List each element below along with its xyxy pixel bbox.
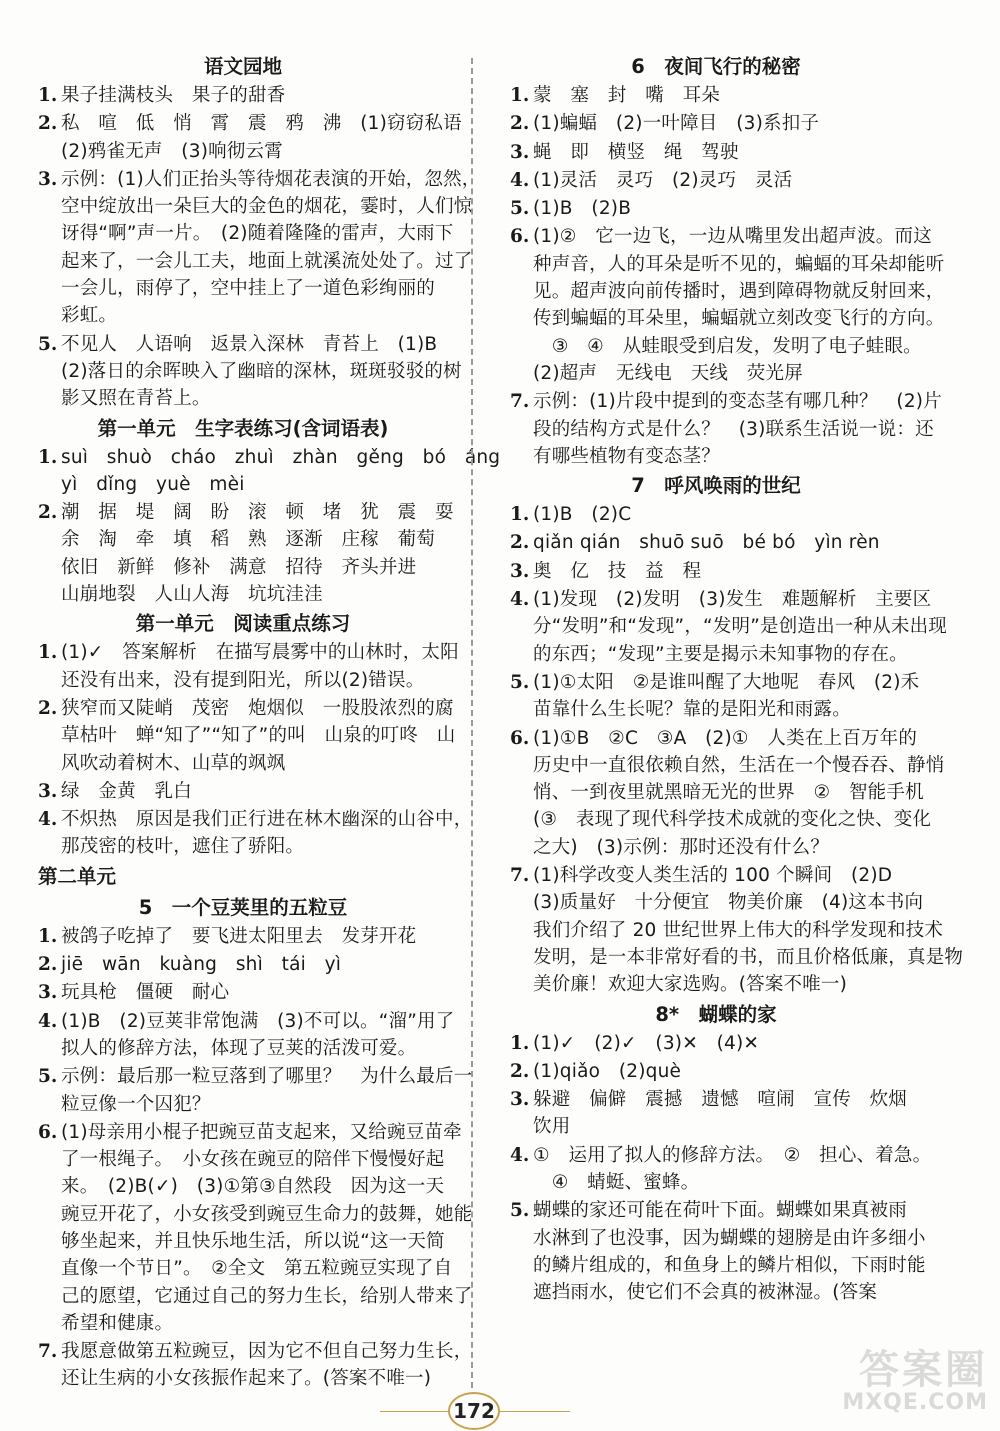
answer-line: 拟人的修辞方法，体现了豆荚的活泼可爱。 <box>61 1037 417 1059</box>
answer-line: 发明，是一本非常好看的书，而且价格低廉，真是物 <box>533 946 964 968</box>
item-number: 5. <box>510 198 530 220</box>
answer-item <box>510 586 948 668</box>
answer-line: (1)qiǎo (2)què <box>533 1060 682 1082</box>
item-number: 2. <box>510 532 530 554</box>
item-number: 3. <box>38 780 58 802</box>
answer-line: 不炽热 原因是我们正行进在林木幽深的山谷中， <box>61 809 473 831</box>
answer-line: 饮用 <box>533 1116 571 1138</box>
answer-item <box>38 778 448 805</box>
answer-line: 我们介绍了 20 世纪世界上伟大的科学发现和技术 <box>533 919 944 941</box>
answer-line: 依旧 新鲜 修补 满意 招待 齐头并进 <box>61 556 417 578</box>
item-number: 2. <box>38 697 58 719</box>
section-title: 第一单元 阅读重点练习 <box>135 612 351 636</box>
item-number: 1. <box>510 85 530 106</box>
answer-line: 还让生病的小女孩振作起来了。(答案不唯一) <box>61 1368 432 1390</box>
answer-line: (3)质量好 十分便宜 物美价廉 (4)这本书向 <box>533 892 924 914</box>
answer-line: 希望和健康。 <box>61 1312 174 1334</box>
watermark-text: 答案圈 <box>859 1347 988 1393</box>
answer-item <box>510 82 922 109</box>
answer-line: 狭窄而又陡峭 茂密 炮烟似 一股股浓烈的腐 <box>61 697 454 719</box>
item-number: 4. <box>38 809 58 831</box>
answer-line: (2)落日的余晖映入了幽暗的深林，斑斑驳驳的树 <box>61 360 462 382</box>
answer-line: 被鸽子吃掉了 要飞进太阳里去 发芽开花 <box>61 925 417 947</box>
answer-item <box>510 669 922 724</box>
answer-line: (1)蝙蝠 (2)一叶障目 (3)系扣子 <box>533 113 820 135</box>
item-number: 2. <box>38 113 58 135</box>
unit-heading: 第二单元 <box>38 864 117 888</box>
answer-item <box>38 1119 473 1337</box>
answer-line: qiǎn qián shuō suō bé bó yìn rèn <box>533 532 880 554</box>
item-number: 4. <box>38 1010 58 1032</box>
answer-list <box>38 82 481 413</box>
answer-item <box>510 139 922 166</box>
item-number: 1. <box>38 642 58 664</box>
answer-line: 空中绽放出一朵巨大的金色的烟花，霎时，人们惊 <box>61 196 473 218</box>
item-number: 4. <box>510 169 530 191</box>
item-number: 7. <box>510 391 530 413</box>
answer-line: 讶得“啊”声一片。 (2)随着隆隆的雷声，大雨下 <box>61 223 454 245</box>
answer-list <box>510 1030 932 1307</box>
answer-line: 了一根绳子。 小女孩在豌豆的陪伴下慢慢好起 <box>61 1149 445 1171</box>
answer-item <box>510 167 922 194</box>
answer-item <box>38 499 454 608</box>
answer-line: 示例：(1)片段中提到的变态茎有哪几种？ (2)片 <box>533 391 942 413</box>
answer-line: (2)鸦雀无声 (3)响彻云霄 <box>61 140 283 162</box>
item-number: 3. <box>510 141 530 163</box>
answer-line: (③ 表现了现代科学技术成就的变化之快、变化 <box>533 809 932 831</box>
answer-line: 影又照在青苔上。 <box>61 388 211 410</box>
answer-line: 起来了，一会儿工夫，地面上就溪流处处了。过了 <box>61 250 473 272</box>
item-number: 5. <box>38 1066 58 1088</box>
answer-list <box>510 501 964 998</box>
answer-line: 奥 亿 技 益 程 <box>533 560 702 582</box>
answer-line: 蝇 即 横竖 绳 驾驶 <box>533 141 739 163</box>
section-title: 7 呼风唤雨的世纪 <box>631 474 801 498</box>
answer-item <box>510 725 945 861</box>
footer-rule-left <box>380 1411 450 1412</box>
answer-item <box>38 806 473 861</box>
answer-line: (1)② 它一边飞，一边从嘴里发出超声波。而这 <box>533 226 932 248</box>
item-number: 7. <box>510 865 530 887</box>
answer-line: 来。 (2)B(✓) (3)①第③自然段 因为这一天 <box>61 1176 445 1198</box>
answer-item <box>510 1030 922 1057</box>
answer-line: 绿 金黄 乳白 <box>61 780 192 802</box>
section-title: 8* 蝴蝶的家 <box>655 1002 777 1026</box>
answer-line: 玩具枪 僵硬 耐心 <box>61 982 230 1004</box>
answer-list <box>38 639 473 860</box>
item-number: 5. <box>510 1200 530 1222</box>
answer-line: 豌豆开花了，小女孩受到豌豆生命力的鼓舞，她能 <box>61 1203 473 1225</box>
answer-line: 彩虹。 <box>61 305 118 327</box>
answer-list <box>38 923 473 1393</box>
section-title: 语文园地 <box>203 55 282 78</box>
section-title: 6 夜间飞行的秘密 <box>631 55 801 78</box>
section-title: 5 一个豆荚里的五粒豆 <box>138 895 348 919</box>
answer-line: 历史中一直很依赖自然，生活在一个慢吞吞、静悄 <box>533 754 945 776</box>
answer-line: 有哪些植物有变态茎？ <box>533 445 721 467</box>
answer-item <box>510 558 922 585</box>
item-number: 4. <box>510 1144 530 1166</box>
answer-item <box>510 862 964 998</box>
answer-line: 种声音，人的耳朵是听不见的，蝙蝠的耳朵却能听 <box>533 253 945 275</box>
answer-line: 分“发明”和“发现”，“发明”是创造出一种从未出现 <box>533 616 948 638</box>
answer-line: 那茂密的枝叶，遮住了骄阳。 <box>61 836 305 858</box>
answer-line: 一会儿，雨停了，空中挂上了一道色彩绚丽的 <box>61 278 436 300</box>
answer-line: 我愿意做第五粒豌豆，因为它不但自己努力生长， <box>61 1341 473 1363</box>
answer-line: 见。超声波向前传播时，遇到障碍物就反射回来， <box>533 281 945 303</box>
answer-item <box>38 1063 473 1118</box>
answer-line: (1)✓ (2)✓ (3)✕ (4)✕ <box>533 1032 760 1054</box>
column-divider <box>471 58 473 1388</box>
answer-item <box>510 223 945 387</box>
answer-line: 果子挂满枝头 果子的甜香 <box>61 85 286 106</box>
item-number: 6. <box>510 226 530 248</box>
answer-line: 躲避 偏僻 震撼 遗憾 喧闹 宣传 炊烟 <box>533 1089 908 1111</box>
answer-line: 风吹动着树木、山草的飒飒 <box>61 752 286 774</box>
answer-line: (1)B (2)豆荚非常饱满 (3)不可以。“溜”用了 <box>61 1010 455 1032</box>
watermark-domain: MXQE.COM <box>842 1390 988 1415</box>
answer-item <box>510 1197 926 1306</box>
answer-item <box>510 195 922 222</box>
answer-line: ③ ④ 从蛙眼受到启发，发明了电子蛙眼。 <box>533 335 922 357</box>
answer-line: (1)母亲用小棍子把豌豆苗支起来，又给豌豆苗牵 <box>61 1121 462 1143</box>
answer-item <box>510 388 942 470</box>
answer-line: jiē wān kuàng shì tái yì <box>61 954 342 976</box>
answer-line: 的鳞片组成的，和鱼身上的鳞片相似，下雨时能 <box>533 1254 926 1276</box>
answer-line: 美价廉！欢迎大家选购。(答案不唯一) <box>533 974 848 996</box>
answer-line: 够坐起来，并且快乐地生活，所以说“这一天简 <box>61 1230 445 1252</box>
answer-item <box>510 1142 932 1197</box>
answer-line: ① 运用了拟人的修辞方法。 ② 担心、着急。 <box>533 1144 932 1166</box>
answer-line: 山崩地裂 人山人海 坑坑洼洼 <box>61 584 323 606</box>
answer-line: (1)科学改变人类生活的 100 个瞬间 (2)D <box>533 865 893 887</box>
answer-line: 悄、一到夜里就黑暗无光的世界 ② 智能手机 <box>533 782 924 804</box>
answer-line: (1)灵活 灵巧 (2)灵巧 灵活 <box>533 169 793 191</box>
section-title: 第一单元 生字表练习(含词语表) <box>97 416 389 440</box>
answer-item <box>38 979 448 1006</box>
item-number: 1. <box>38 85 58 106</box>
item-number: 5. <box>510 671 530 693</box>
answer-line: 不见人 人语响 返景入深林 青苔上 (1)B <box>61 333 438 355</box>
answer-item <box>38 1008 455 1063</box>
answer-line: (1)发现 (2)发明 (3)发生 难题解析 主要区 <box>533 589 932 611</box>
item-number: 1. <box>510 504 530 526</box>
answer-line: (1)B (2)C <box>533 504 632 526</box>
answer-item <box>38 166 481 330</box>
answer-item <box>510 529 922 556</box>
answer-item <box>38 695 456 777</box>
answer-line: 余 淘 牵 填 稻 熟 逐渐 庄稼 葡萄 <box>61 529 436 551</box>
page-number: 172 <box>448 1392 500 1430</box>
answer-item <box>510 1058 922 1085</box>
answer-item <box>38 331 462 413</box>
item-number: 3. <box>38 168 58 190</box>
answer-list <box>510 82 945 470</box>
answer-item <box>38 639 459 694</box>
item-number: 6. <box>510 727 530 749</box>
answer-line: suì shuò cháo zhuì zhàn gěng bó áng <box>61 446 501 468</box>
watermark <box>818 1347 988 1422</box>
answer-line: 之大) (3)示例：那时还没有什么？ <box>533 836 830 858</box>
item-number: 4. <box>510 589 530 611</box>
answer-item <box>510 110 922 137</box>
answer-item <box>510 1086 922 1141</box>
item-number: 2. <box>38 502 58 524</box>
left-column <box>38 52 501 1394</box>
item-number: 2. <box>510 1060 530 1082</box>
answer-line: 私 喧 低 悄 霄 震 鸦 沸 (1)窃窃私语 <box>61 113 462 135</box>
item-number: 1. <box>38 446 58 468</box>
answer-line: (1)B (2)B <box>533 198 632 220</box>
item-number: 3. <box>510 560 530 582</box>
answer-line: 潮 据 堤 阔 盼 滚 顿 堵 犹 震 耍 <box>61 502 454 524</box>
item-number: 2. <box>38 954 58 976</box>
answer-item <box>38 1338 473 1393</box>
answer-item <box>38 110 462 165</box>
answer-line: 示例：(1)人们正抬头等待烟花表演的开始，忽然， <box>61 168 481 190</box>
answer-list <box>38 444 501 609</box>
answer-line: 草枯叶 蝉“知了”“知了”的叫 山泉的叮咚 山 <box>61 725 456 747</box>
answer-item <box>38 923 448 950</box>
answer-line: 遮挡雨水，使它们不会真的被淋湿。(答案 <box>533 1282 878 1304</box>
answer-line: (1)①太阳 ②是谁叫醒了大地呢 春风 (2)禾 <box>533 671 920 693</box>
answer-item <box>38 951 448 978</box>
answer-line: 苗靠什么生长呢？靠的是阳光和雨露。 <box>533 699 851 721</box>
item-number: 2. <box>510 113 530 135</box>
answer-line: 蒙 塞 封 嘴 耳朵 <box>533 85 721 106</box>
answer-line: 水淋到了也没事，因为蝴蝶的翅膀是由许多细小 <box>533 1227 926 1249</box>
answer-line: 的东西；“发现”主要是揭示未知事物的存在。 <box>533 643 908 665</box>
answer-line: 粒豆像一个囚犯？ <box>61 1093 211 1115</box>
item-number: 1. <box>510 1032 530 1054</box>
answer-item <box>38 444 501 499</box>
item-number: 3. <box>38 982 58 1004</box>
answer-line: 直像一个节日”。 ②全文 第五粒豌豆实现了自 <box>61 1258 453 1280</box>
answer-line: yì dǐng yuè mèi <box>61 473 245 495</box>
answer-line: 己的愿望，它通过自己的努力生长，给别人带来了 <box>61 1285 473 1307</box>
answer-line: 示例：最后那一粒豆落到了哪里？ 为什么最后一 <box>61 1066 473 1088</box>
item-number: 6. <box>38 1121 58 1143</box>
answer-line: (1)①B ②C ③A (2)① 人类在上百万年的 <box>533 727 918 749</box>
right-column <box>510 52 964 1307</box>
answer-line: 段的结构方式是什么？ (3)联系生活说一说：还 <box>533 418 934 440</box>
answer-line: (2)超声 无线电 天线 荧光屏 <box>533 362 803 384</box>
answer-line: ④ 蜻蜓、蜜蜂。 <box>533 1171 700 1193</box>
item-number: 1. <box>38 925 58 947</box>
answer-line: 传到蝙蝠的耳朵里，蝙蝠就立刻改变飞行的方向。 <box>533 308 945 330</box>
answer-item <box>38 82 448 109</box>
item-number: 3. <box>510 1089 530 1111</box>
answer-line: (1)✓ 答案解析 在描写晨雾中的山林时，太阳 <box>61 642 459 664</box>
answer-line: 还没有出来，没有提到阳光，所以(2)错误。 <box>61 669 425 691</box>
answer-item <box>510 501 922 528</box>
answer-line: 蝴蝶的家还可能在荷叶下面。蝴蝶如果真被雨 <box>533 1200 908 1222</box>
item-number: 5. <box>38 333 58 355</box>
footer-rule-right <box>500 1411 570 1412</box>
item-number: 7. <box>38 1341 58 1363</box>
